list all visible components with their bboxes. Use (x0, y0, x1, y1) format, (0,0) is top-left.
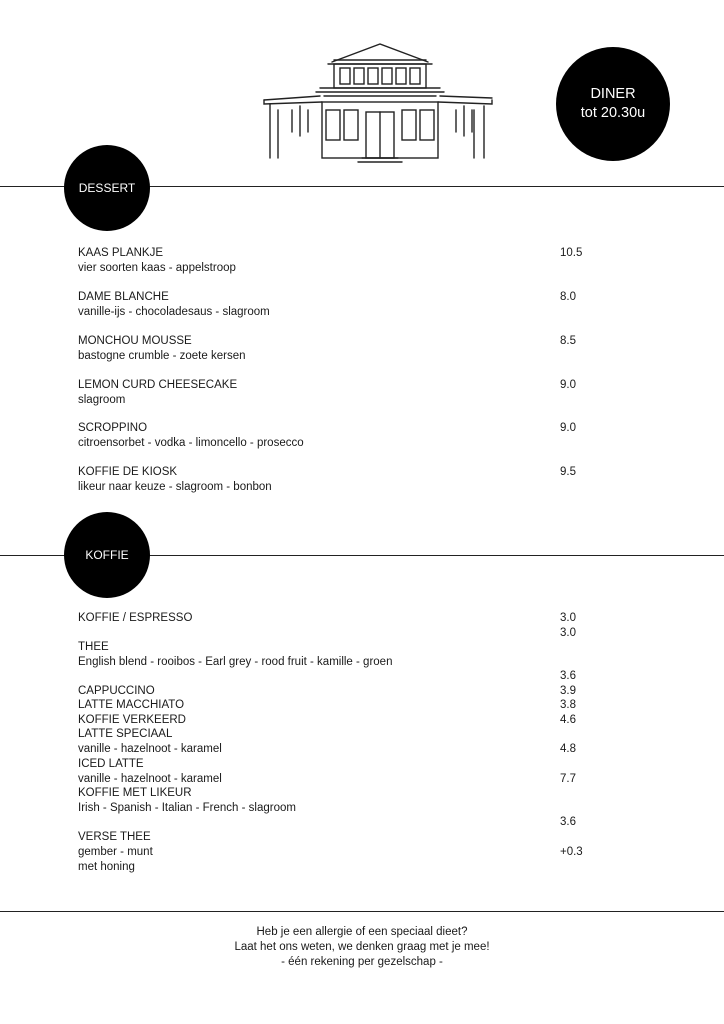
diner-badge-line2: tot 20.30u (580, 105, 646, 121)
koffie-price: 3.9 (560, 685, 576, 697)
diner-badge-line1: DINER (590, 86, 636, 102)
item-name: KAAS PLANKJE (78, 247, 164, 259)
koffie-line: met honing (78, 861, 135, 873)
koffie-line: KOFFIE VERKEERD (78, 714, 186, 726)
footer-bill-line: - één rekening per gezelschap - (281, 956, 443, 968)
item-desc: vier soorten kaas - appelstroop (78, 261, 236, 274)
koffie-price: +0.3 (560, 846, 583, 858)
koffie-line: VERSE THEE (78, 831, 151, 843)
diner-badge (556, 47, 670, 161)
menu-item (78, 334, 245, 363)
koffie-price: 7.7 (560, 773, 576, 785)
menu-item (78, 465, 272, 494)
item-desc: slagroom (78, 393, 126, 406)
koffie-line: gember - munt (78, 846, 153, 858)
item-price: 9.0 (560, 379, 576, 391)
item-price: 9.5 (560, 466, 576, 478)
item-desc: bastogne crumble - zoete kersen (78, 349, 246, 362)
koffie-price: 3.8 (560, 699, 576, 711)
koffie-line: vanille - hazelnoot - karamel (78, 743, 222, 755)
koffie-price: 3.6 (560, 816, 576, 828)
item-name: DAME BLANCHE (78, 291, 169, 303)
koffie-section-badge (64, 512, 150, 598)
koffie-line: KOFFIE / ESPRESSO (78, 612, 193, 624)
dessert-section-badge (64, 145, 150, 231)
item-price: 9.0 (560, 422, 576, 434)
menu-item (78, 421, 304, 450)
koffie-line: LATTE MACCHIATO (78, 699, 185, 711)
item-name: SCROPPINO (78, 422, 148, 434)
koffie-line: Irish - Spanish - Italian - French - slagroom (78, 802, 296, 814)
item-name: MONCHOU MOUSSE (78, 335, 192, 347)
item-price: 8.0 (560, 291, 576, 303)
item-name: KOFFIE DE KIOSK (78, 466, 178, 478)
footer-allergy-line: Heb je een allergie of een speciaal dieet? (256, 926, 468, 938)
menu-item (78, 378, 237, 407)
koffie-line: vanille - hazelnoot - karamel (78, 773, 222, 785)
koffie-line: ICED LATTE (78, 758, 144, 770)
kiosk-building-illustration (262, 40, 494, 164)
koffie-line: LATTE SPECIAAL (78, 728, 173, 740)
koffie-price: 4.6 (560, 714, 576, 726)
koffie-price: 4.8 (560, 743, 576, 755)
koffie-price: 3.0 (560, 627, 576, 639)
footer-contact-line: Laat het ons weten, we denken graag met je mee! (234, 941, 490, 953)
menu-item (78, 290, 270, 319)
footer-divider (0, 911, 724, 912)
item-price: 10.5 (560, 247, 583, 259)
item-price: 8.5 (560, 335, 576, 347)
item-desc: citroensorbet - vodka - limoncello - prosecco (78, 436, 304, 449)
koffie-line: KOFFIE MET LIKEUR (78, 787, 192, 799)
koffie-line: CAPPUCCINO (78, 685, 155, 697)
koffie-line: English blend - rooibos - Earl grey - rood fruit - kamille - groen (78, 656, 393, 668)
item-desc: likeur naar keuze - slagroom - bonbon (78, 480, 272, 493)
koffie-line: THEE (78, 641, 109, 653)
item-desc: vanille-ijs - chocoladesaus - slagroom (78, 305, 270, 318)
koffie-price: 3.6 (560, 670, 576, 682)
menu-item (78, 246, 236, 275)
dessert-section-title: DESSERT (78, 181, 136, 195)
item-name: LEMON CURD CHEESECAKE (78, 379, 238, 391)
koffie-section-title: KOFFIE (85, 548, 129, 562)
koffie-price: 3.0 (560, 612, 576, 624)
